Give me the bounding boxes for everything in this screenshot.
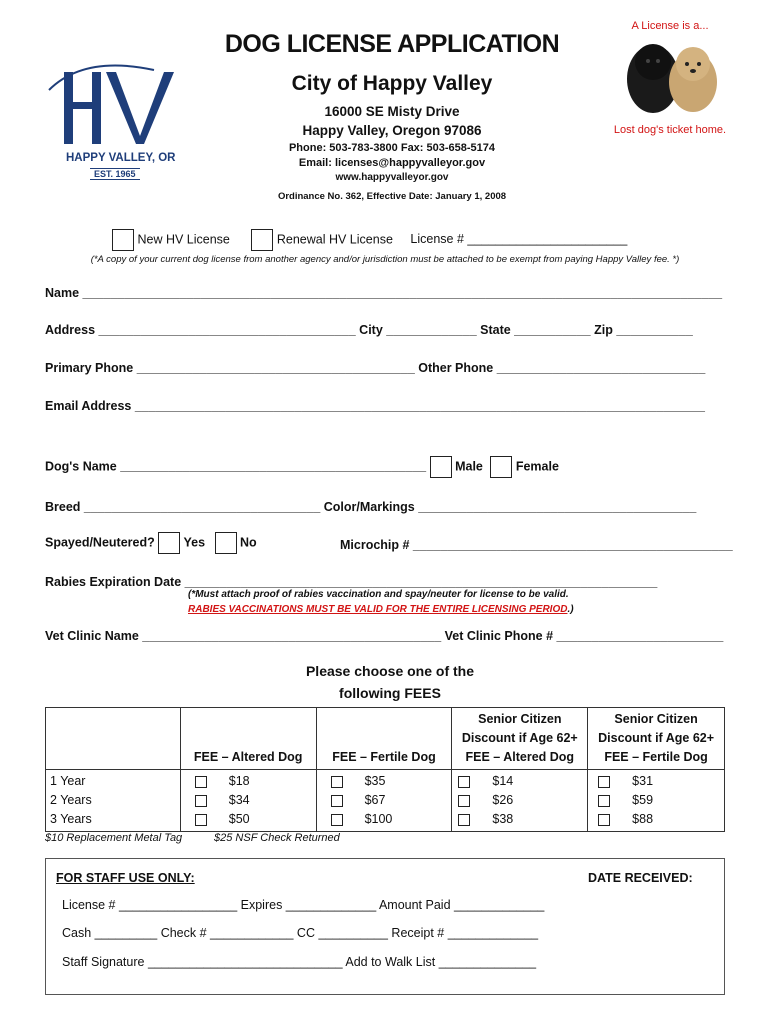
new-license-checkbox[interactable] [112,229,134,251]
name-field[interactable]: Name ____________________________________________________________________________________________ [45,286,723,300]
promo-top-text: A License is a... [631,20,709,32]
fee-checkbox[interactable] [195,776,207,788]
fee-value: $18 [228,774,250,788]
dog-name-field[interactable]: Dog's Name ____________________________________________ [45,459,427,474]
fees-values-row [46,770,725,832]
license-type-row [112,229,627,251]
fees-header-altered-label: FEE – Altered Dog [193,750,303,764]
fees-table [45,707,725,832]
dog-name-row [45,456,559,478]
promo-bottom-text: Lost dog's ticket home. [613,124,727,136]
fees-header-senior-fertile [588,708,725,770]
address-line1: 16000 SE Misty Drive [324,104,460,119]
fee-value: $34 [228,793,250,807]
email-line: Email: licenses@happyvalleyor.gov [298,157,486,169]
fee-checkbox[interactable] [458,776,470,788]
fee-checkbox[interactable] [331,776,343,788]
fee-checkbox[interactable] [331,814,343,826]
fees-terms-cell [46,770,181,832]
dog-promo [610,20,730,136]
address-line2: Happy Valley, Oregon 97086 [302,123,482,138]
replacement-tag-note: $10 Replacement Metal Tag [45,832,183,844]
senior-fertile-fees-cell [588,770,725,832]
senior-label-4: Discount if Age 62+ [598,731,715,745]
breed-color-field[interactable]: Breed __________________________________ Color/Markings ________________________________________ [45,500,697,514]
fee-checkbox[interactable] [458,814,470,826]
website: www.happyvalleyor.gov [335,172,449,183]
spayed-no-checkbox[interactable] [215,532,237,554]
fee-checkbox[interactable] [458,795,470,807]
renewal-license-label: Renewal HV License [276,232,393,247]
form-title: DOG LICENSE APPLICATION [224,30,560,58]
staff-heading: FOR STAFF USE ONLY: [56,871,195,885]
fee-value: $67 [364,793,386,807]
fee-checkbox[interactable] [195,795,207,807]
fee-checkbox[interactable] [598,795,610,807]
spayed-label: Spayed/Neutered? [45,535,155,550]
logo-established: EST. 1965 [90,168,140,180]
fees-header-senior-altered-label: FEE – Altered Dog [465,750,575,764]
fee-value: $26 [492,793,514,807]
senior-label-1: Senior Citizen [478,712,562,726]
logo-name: HAPPY VALLEY, OR [66,152,176,164]
address-field[interactable]: Address _____________________________________ City _____________ State ___________ Zip ___________ [45,323,693,337]
microchip-field[interactable]: Microchip # ______________________________________________ [340,538,733,552]
fee-value: $59 [632,793,654,807]
fees-heading-1: Please choose one of the [305,663,475,679]
ordinance: Ordinance No. 362, Effective Date: January 1, 2008 [277,191,507,202]
spayed-row [45,532,257,554]
vet-fields[interactable]: Vet Clinic Name ___________________________________________ Vet Clinic Phone # ________________________ [45,629,724,643]
rabies-warning-end: .) [567,604,574,615]
male-checkbox[interactable] [430,456,452,478]
rabies-field[interactable]: Rabies Expiration Date ____________________________________________________________________ [45,575,658,589]
fee-value: $35 [364,774,386,788]
fees-header-fertile [316,708,452,770]
city-name: City of Happy Valley [291,72,493,95]
dogs-photo-icon [615,34,725,119]
spayed-no-label: No [240,535,257,550]
female-checkbox[interactable] [490,456,512,478]
staff-row-3[interactable]: Staff Signature ____________________________ Add to Walk List ______________ [62,955,537,969]
term-1-year: 1 Year [50,774,86,788]
phone-fax: Phone: 503-783-3800 Fax: 503-658-5174 [288,142,496,154]
senior-altered-fees-cell [452,770,588,832]
hv-logo-icon [44,60,194,155]
fees-header-altered [180,708,316,770]
rabies-warning-text: RABIES VACCINATIONS MUST BE VALID FOR THE ENTIRE LICENSING PERIOD [188,604,568,615]
fees-heading-2: following FEES [339,685,441,701]
fee-checkbox[interactable] [598,776,610,788]
license-number-label: License # _______________________ [410,232,628,247]
spayed-yes-label: Yes [183,535,206,550]
renewal-license-checkbox[interactable] [251,229,273,251]
fees-header-senior-altered [452,708,588,770]
city-logo [44,60,194,180]
email-field[interactable]: Email Address __________________________________________________________________________________ [45,399,705,413]
fertile-fees-cell [316,770,452,832]
rabies-warning [188,604,574,615]
fee-value: $31 [632,774,654,788]
fee-value: $50 [228,812,250,826]
phone-fields[interactable]: Primary Phone ________________________________________ Other Phone ______________________________ [45,361,706,375]
fees-header-fertile-label: FEE – Fertile Dog [332,750,436,764]
fee-checkbox[interactable] [598,814,610,826]
fees-header-senior-fertile-label: FEE – Fertile Dog [604,750,708,764]
fee-value: $38 [492,812,514,826]
fees-corner-cell [46,708,181,770]
term-3-years: 3 Years [50,812,92,826]
senior-label-2: Discount if Age 62+ [461,731,578,745]
fee-checkbox[interactable] [331,795,343,807]
staff-row-1[interactable]: License # _________________ Expires _____________ Amount Paid _____________ [62,898,545,912]
staff-row-2[interactable]: Cash _________ Check # ____________ CC __________ Receipt # _____________ [62,926,539,940]
fee-value: $14 [492,774,514,788]
female-label: Female [515,459,559,474]
new-license-label: New HV License [137,232,230,247]
nsf-note: $25 NSF Check Returned [214,832,340,844]
altered-fees-cell [180,770,316,832]
male-label: Male [455,459,483,474]
staff-use-box [45,858,725,995]
term-2-years: 2 Years [50,793,92,807]
fee-checkbox[interactable] [195,814,207,826]
date-received: DATE RECEIVED: [588,871,693,885]
senior-label-3: Senior Citizen [614,712,698,726]
rabies-note: (*Must attach proof of rabies vaccination and spay/neuter for license to be valid. [188,589,569,600]
exempt-note: (*A copy of your current dog license from another agency and/or jurisdiction must be attached to be exempt from paying Happy Valley fee. *) [90,254,680,265]
fee-value: $100 [364,812,393,826]
fee-value: $88 [632,812,654,826]
spayed-yes-checkbox[interactable] [158,532,180,554]
